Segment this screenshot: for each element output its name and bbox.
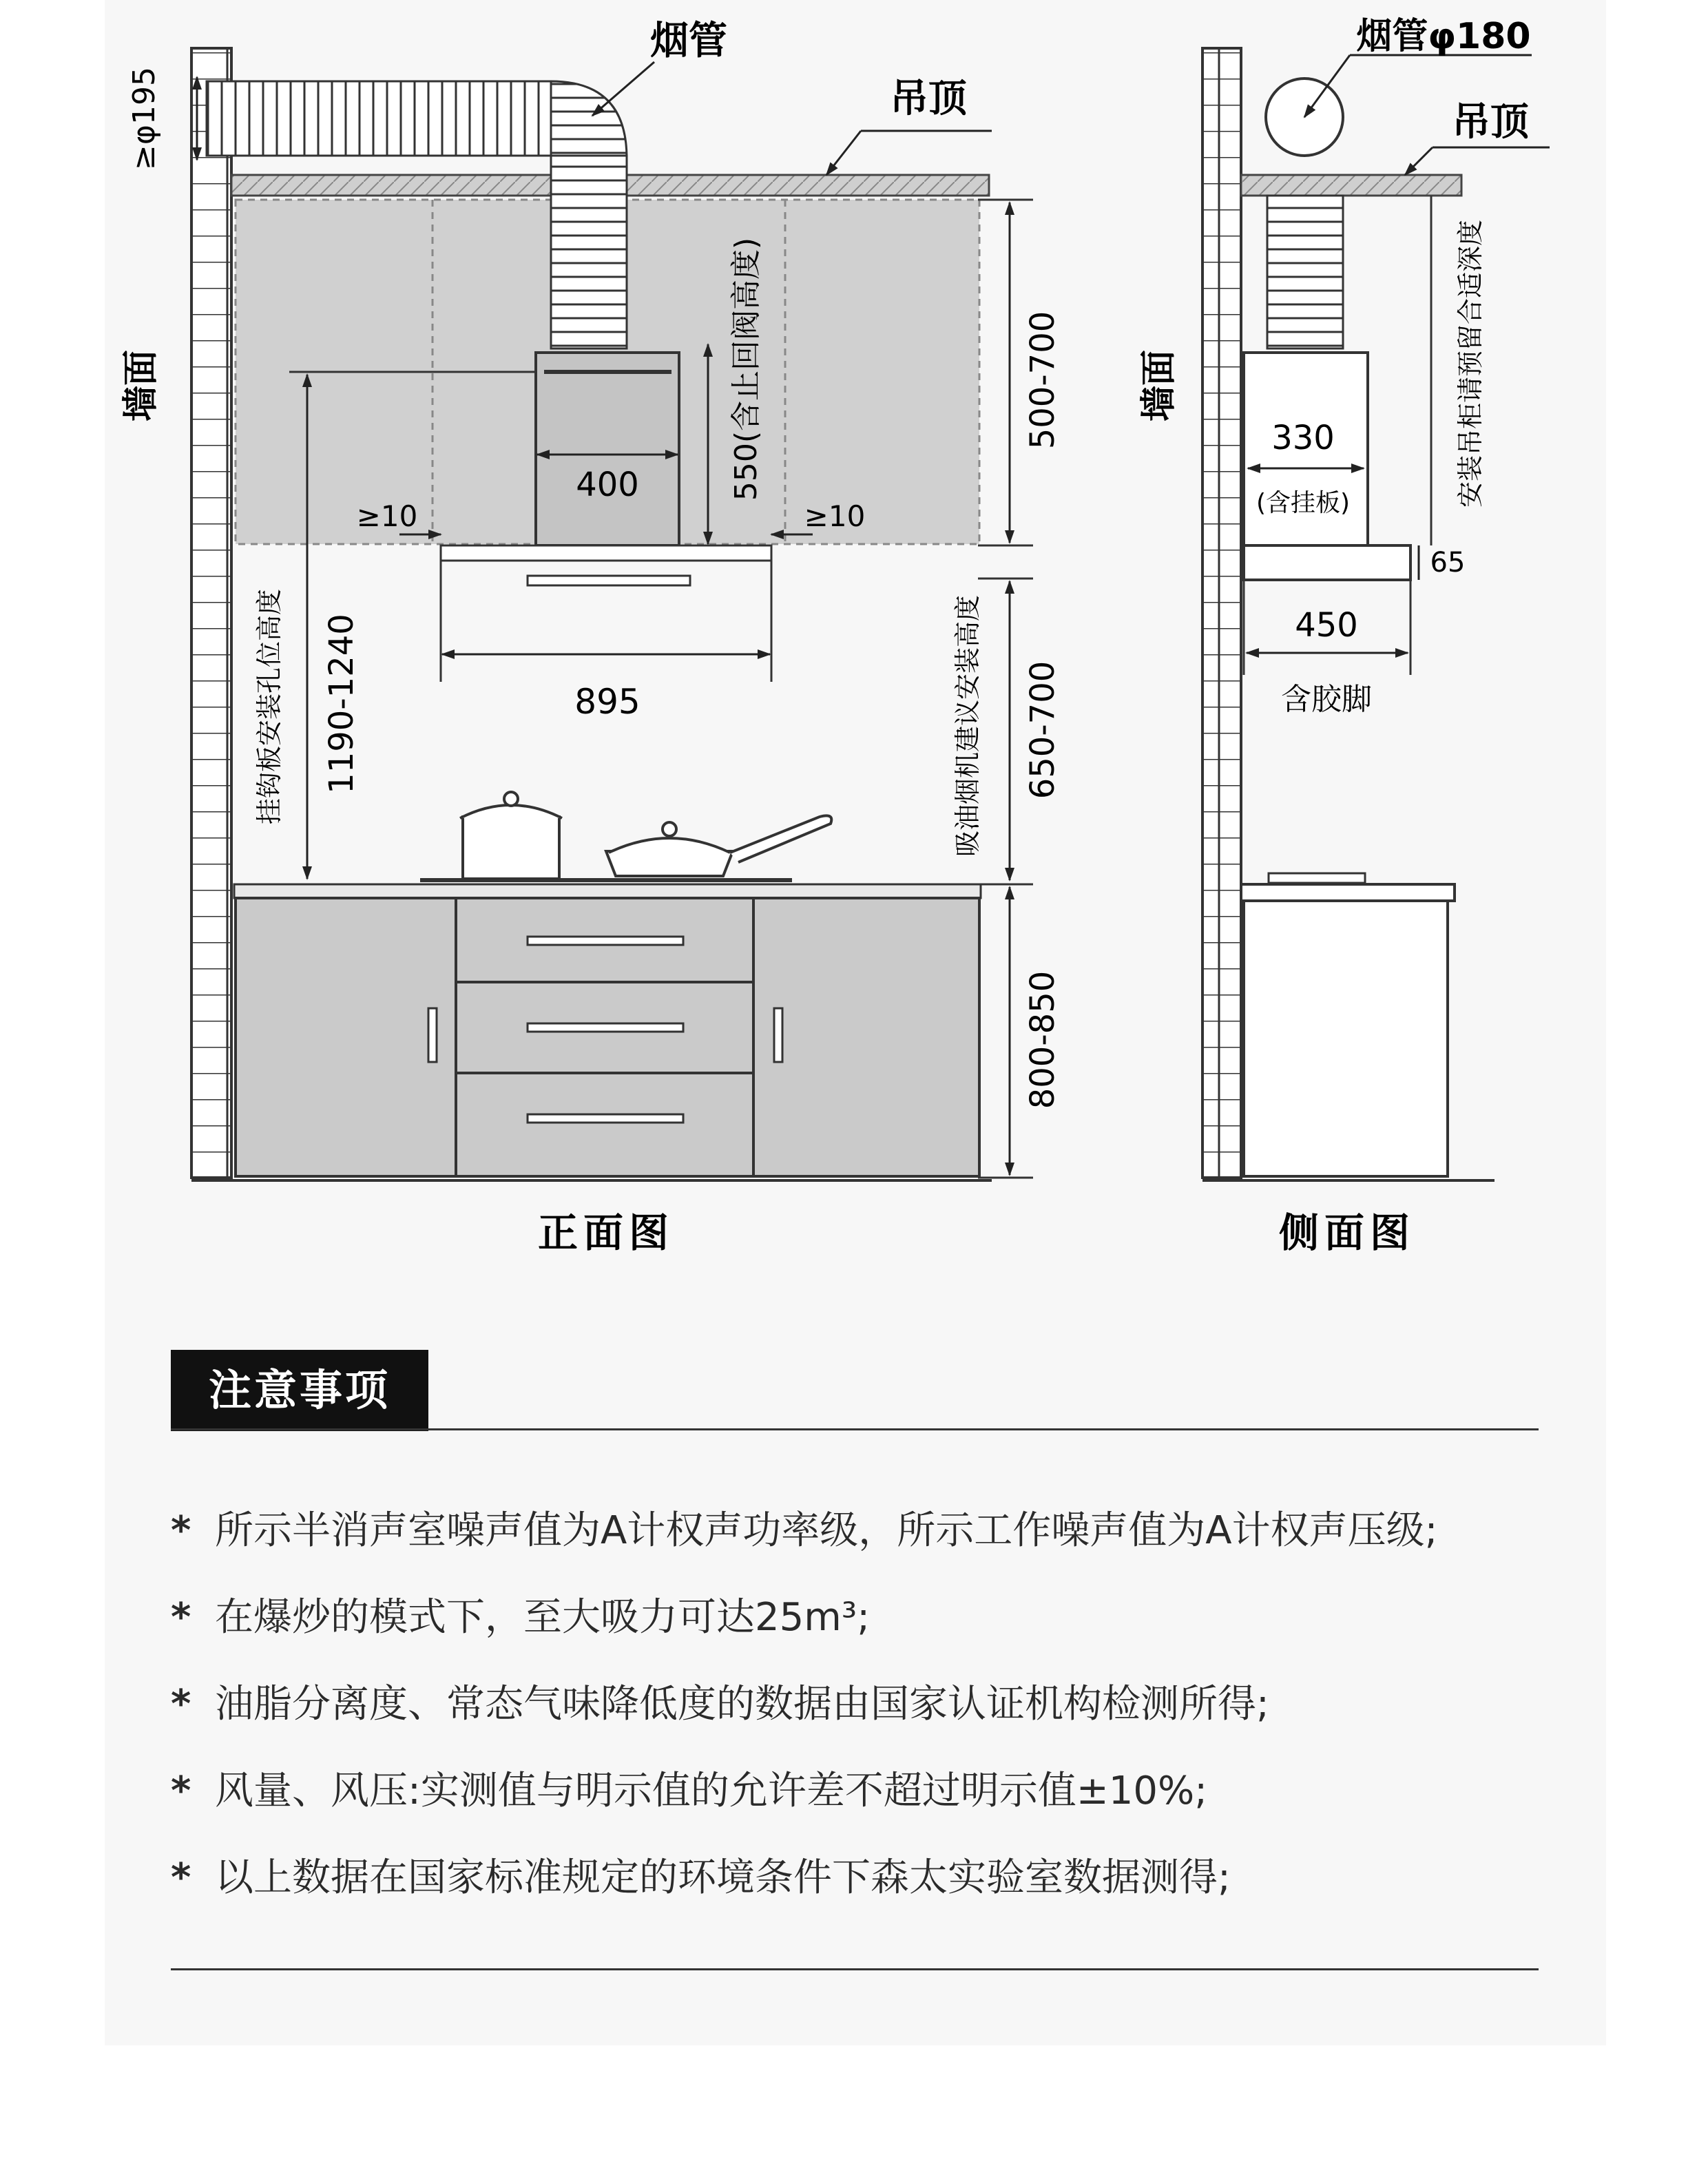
side-wall [1202, 48, 1241, 1178]
pan-icon [606, 851, 733, 876]
front-duct-horizontal [207, 81, 551, 156]
label-depth-note: (含挂板) [1256, 489, 1351, 517]
note-text: 在爆炒的模式下，至大吸力可达25m³; [215, 1595, 871, 1640]
side-stove [1269, 873, 1365, 883]
notes-title: 注意事项 [171, 1350, 428, 1431]
pot-icon [463, 817, 559, 879]
label-hook-height: 挂钩板安装孔位高度 [254, 588, 284, 825]
list-item [171, 1574, 1617, 1661]
side-ceiling [1241, 175, 1461, 196]
side-hood-panel [1244, 545, 1410, 580]
dim-width-400: 400 [576, 466, 639, 504]
dim-height-500-700: 500-700 [1023, 311, 1062, 450]
label-450-note: 含胶脚 [1281, 682, 1372, 717]
notes-bottom-rule [171, 1968, 1539, 1970]
dim-valve-550: 550(含止回阀高度) [729, 237, 764, 501]
label-pipe-front: 烟管 [650, 19, 727, 63]
bullet-star: * [171, 1769, 191, 1813]
bullet-star: * [171, 1508, 191, 1553]
list-item [171, 1661, 1617, 1748]
list-item [171, 1835, 1617, 1921]
side-base-cabinet [1244, 901, 1448, 1176]
side-view [1138, 16, 1550, 1256]
bullet-star: * [171, 1682, 191, 1727]
dim-pipe-195: ≥φ195 [127, 67, 162, 170]
note-text: 所示半消声室噪声值为A计权声功率级，所示工作噪声值为A计权声压级; [215, 1508, 1438, 1553]
front-wall [191, 48, 231, 1178]
side-duct [1267, 196, 1343, 348]
dim-hood-895: 895 [574, 682, 640, 722]
dim-hook-1190-1240: 1190-1240 [322, 614, 361, 794]
dim-depth-330: 330 [1271, 419, 1335, 457]
caption-front: 正面图 [537, 1209, 675, 1256]
front-view [121, 19, 1062, 1256]
front-counter-top [234, 884, 981, 898]
front-duct-vertical [551, 156, 627, 348]
note-text: 以上数据在国家标准规定的环境条件下森太实验室数据测得; [215, 1855, 1231, 1900]
label-cabinet-depth: 安装吊柜请预留合适深度 [1455, 219, 1486, 508]
dim-install-650-700: 650-700 [1023, 660, 1062, 800]
list-item [171, 1748, 1617, 1835]
dim-450: 450 [1295, 606, 1358, 645]
dim-gap-left: ≥10 [356, 499, 418, 533]
front-hood-panel [441, 545, 771, 561]
dim-counter-800-850: 800-850 [1023, 970, 1062, 1109]
front-hood-body [536, 353, 679, 545]
note-text: 风量、风压:实测值与明示值的允许差不超过明示值±10%; [215, 1769, 1208, 1813]
label-wall-side: 墙面 [1138, 349, 1180, 422]
note-text: 油脂分离度、常态气味降低度的数据由国家认证机构检测所得; [215, 1682, 1269, 1727]
list-item [171, 1488, 1617, 1574]
notes-list [171, 1488, 1617, 1921]
caption-side: 侧面图 [1278, 1209, 1416, 1256]
label-ceiling-side: 吊顶 [1452, 100, 1529, 145]
bullet-star: * [171, 1595, 191, 1640]
notes-top-rule [171, 1428, 1539, 1430]
label-pipe-side: 烟管φ180 [1356, 16, 1531, 57]
dim-gap-right: ≥10 [804, 499, 866, 533]
side-counter-top [1241, 884, 1455, 901]
label-ceiling-front: 吊顶 [890, 76, 967, 121]
label-wall-front: 墙面 [121, 349, 162, 422]
bullet-star: * [171, 1855, 191, 1900]
dim-65: 65 [1430, 547, 1466, 579]
label-install-height: 吸油烟机建议安装高度 [952, 594, 983, 857]
